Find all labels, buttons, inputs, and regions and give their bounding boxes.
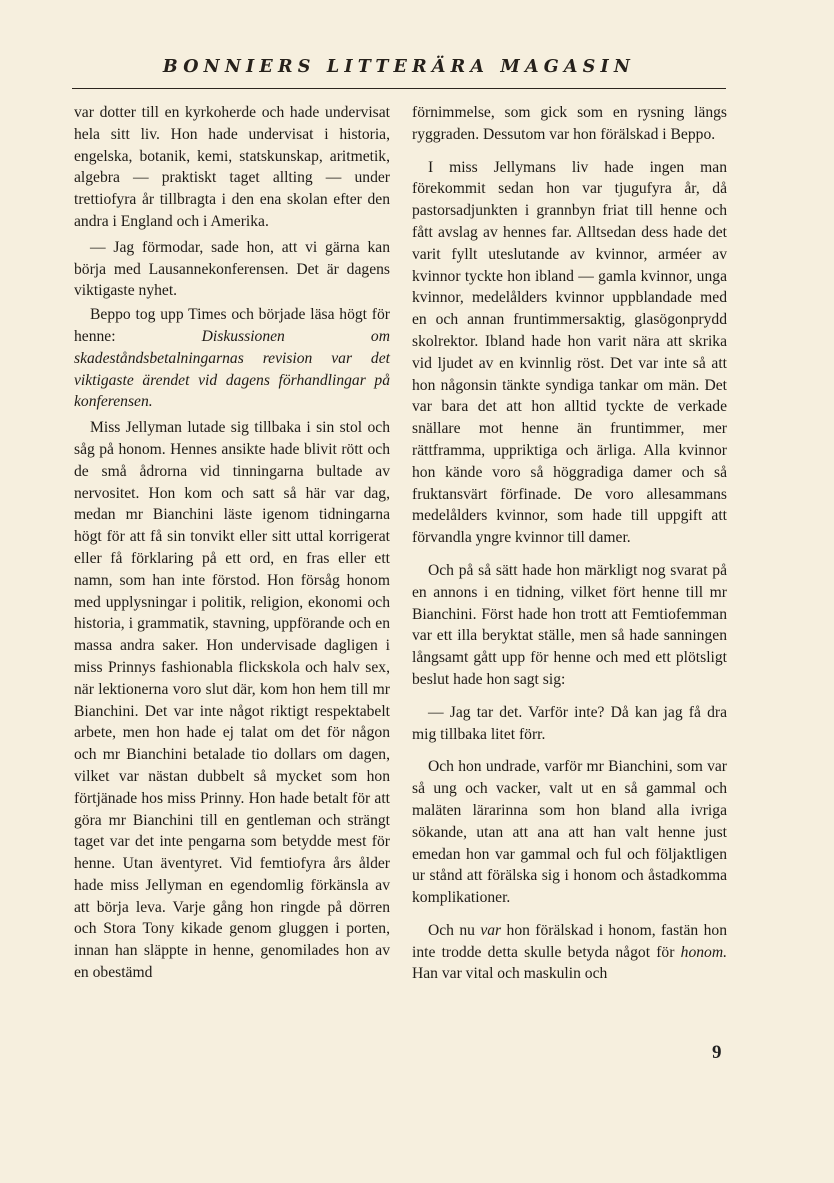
paragraph (74, 304, 390, 413)
paragraph-text: hon förälskad i honom, fastän hon inte trodde detta skulle betyda något för (412, 921, 727, 961)
italic-quote: Diskussionen om skadeståndsbetalningarnas revision var det viktigaste ärendet vid dagens förhandlingar på konferensen. (74, 327, 390, 411)
paragraph-text: Och nu (428, 921, 481, 939)
paragraph: I miss Jellymans liv hade ingen man förekommit sedan hon var tjugufyra år, då pastorsadjunkten i grannbyn friat till henne och fått avslag av hennes far. Alltsedan dess hade det varit fyllt uteslutande av kvinnor, arméer av kvinnor tyckte hon ibland — gamla kvinnor, unga kvinnor, medelålders kvinnor uppblandade med en och annan fruntimmersaktig, glasögonprydd skolrektor. Ibland hade hon varit nära att skrika vid ljudet av en kvinnlig röst. Det var inte så att hon någonsin tänkte syndiga tankar om män. Det var bara det att hon alltid tyckte de verkade snällare mot henne än fruntimmer, mer rättframma, uppriktiga och ärliga. Alla kvinnor hon kände voro så höggradiga damer och så fruktansvärt förfinade. De voro allesammans medelålders kvinnor, som hade till uppgift att förvandla yngre kvinnor till damer. (412, 158, 727, 547)
page-number: 9 (712, 1042, 722, 1063)
paragraph: Miss Jellyman lutade sig tillbaka i sin stol och såg på honom. Hennes ansikte hade blivit rött och de små ådrorna vid tinningarna bultade av nervositet. Hon kom och satt så här var dag, medan mr Bianchini läste igenom tidningarna högt för att få sin tonvikt eller sitt uttal korrigerat eller få förklaring på ett ord, en fras eller ett namn, som han inte förstod. Hon försåg honom med upplysningar i politik, religion, ekonomi och historia, i grammatik, stavning, uppförande och en massa andra saker. Hon undervisade dagligen i miss Prinnys fashionabla flickskola och halv sex, när lektionerna voro slut där, kom hon hem till mr Bianchini. Det var inte något riktigt respektabelt arbete, men hon hade ej talat om det för någon och mr Bianchini betalade tio dollars om dagen, vilket var nästan dubbelt så mycket som hon förtjänade hos miss Prinny. Hon hade betalt för att göra mr Bianchini till en gentleman och strängt taget var det inte pengarna som betydde mest för henne. Utan äventyret. Vid femtiofyra års ålder hade miss Jellyman en egendomlig förkänsla av att börja leva. Varje gång hon ringde på dörren och Stora Tony kikade genom gluggen i porten, innan han släppte in henne, genomilades hon av en obestämd (74, 419, 390, 982)
paragraph: förnimmelse, som gick som en rysning längs ryggraden. Dessutom var hon förälskad i Beppo. (412, 104, 727, 143)
paragraph-text: Han var vital och maskulin och (412, 965, 608, 983)
paragraph: — Jag förmodar, sade hon, att vi gärna kan börja med Lausannekonferensen. Det är dagens viktigaste nyhet. (74, 238, 390, 300)
left-column (74, 102, 390, 984)
paragraph (412, 920, 727, 985)
paragraph: var dotter till en kyrkoherde och hade undervisat hela sitt liv. Hon hade undervisat i historia, engelska, botanik, kemi, statskunskap, aritmetik, algebra — praktiskt taget allting — under trettiofyra år tillbragta i den ena skolan efter den andra i England och i Amerika. (74, 104, 390, 230)
paragraph: — Jag tar det. Varför inte? Då kan jag få dra mig tillbaka litet förr. (412, 703, 727, 743)
italic-word: honom. (680, 943, 727, 961)
magazine-header: BONNIERS LITTERÄRA MAGASIN (162, 57, 636, 77)
italic-word: var (480, 921, 502, 939)
paragraph-text: Beppo tog upp Times och började läsa högt för henne: (74, 306, 390, 345)
paragraph: Och på så sätt hade hon märkligt nog svarat på en annons i en tidning, vilket fört henne till mr Bianchini. Först hade hon trott att Femtiofemman var ett illa beryktat ställe, men så hade sanningen långsamt gått upp för henne och med ett plötsligt beslut hade hon sagt sig: (412, 561, 727, 688)
paragraph: Och hon undrade, varför mr Bianchini, som var så ung och vacker, valt ut en så gammal och maläten lärarinna som hon bland alla ivriga sökande, utan att ana att han valt henne just emedan hon var gammal och ful och följaktligen ur stånd att förälska sig i honom och åstadkomma komplikationer. (412, 758, 727, 907)
right-column (412, 102, 727, 985)
header-rule (72, 88, 726, 89)
